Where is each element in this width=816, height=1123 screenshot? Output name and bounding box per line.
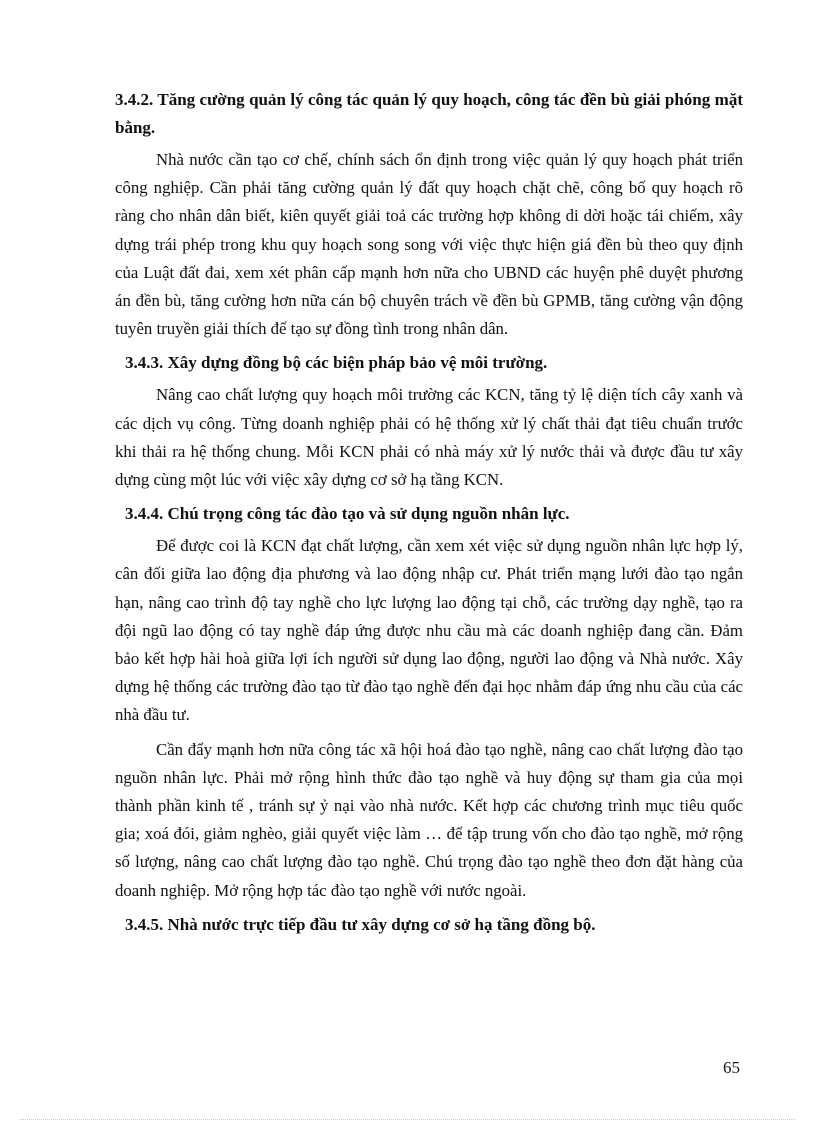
section-heading-3-4-3: 3.4.3. Xây dựng đồng bộ các biện pháp bảo vệ môi trường.	[125, 353, 548, 373]
section-heading-3-4-5: 3.4.5. Nhà nước trực tiếp đầu tư xây dựng cơ sở hạ tầng đồng bộ.	[125, 914, 596, 934]
paragraph-3-4-3-1: Nâng cao chất lượng quy hoạch môi trường các KCN, tăng tỷ lệ diện tích cây xanh và các dịch vụ công. Từng doanh nghiệp phải có hệ thống xử lý chất thải đạt tiêu chuẩn trước khi thải ra hệ thống chung. Mỗi KCN phải có nhà máy xử lý nước thải và được đầu tư xây dựng cùng một lúc với việc xây dựng cơ sở hạ tầng KCN.	[115, 385, 743, 490]
document-page	[115, 86, 743, 943]
paragraph-3-4-2-1: Nhà nước cần tạo cơ chế, chính sách ổn định trong việc quản lý quy hoạch phát triển công nghiệp. Cần phải tăng cường quản lý đất quy hoạch chặt chẽ, công bố quy hoạch rõ ràng cho nhân dân biết, kiên quyết giải toả các trường hợp không di dời hoặc tái chiếm, xây dựng trái phép trong khu quy hoạch song song với việc thực hiện giá đền bù theo quy định của Luật đất đai, xem xét phân cấp mạnh hơn nữa cho UBND các huyện phê duyệt phương án đền bù, tăng cường hơn nữa cán bộ chuyên trách về đền bù GPMB, tăng cường vận động tuyên truyền giải thích để tạo sự đồng tình trong nhân dân.	[115, 150, 743, 339]
page-number: 65	[723, 1058, 740, 1077]
section-heading-3-4-2: 3.4.2. Tăng cường quản lý công tác quản lý quy hoạch, công tác đền bù giải phóng mặt bằng.	[115, 90, 743, 137]
page-bottom-divider	[20, 1119, 796, 1120]
paragraph-3-4-4-2: Cần đẩy mạnh hơn nữa công tác xã hội hoá đào tạo nghề, nâng cao chất lượng đào tạo nguồn nhân lực. Phải mở rộng hình thức đào tạo nghề và huy động sự tham gia của mọi thành phần kinh tế , tránh sự ỷ nại vào nhà nước. Kết hợp các chương trình mục tiêu quốc gia; xoá đói, giảm nghèo, giải quyết việc làm … để tập trung vốn cho đào tạo nghề, mở rộng số lượng, nâng cao chất lượng đào tạo nghề. Chú trọng đào tạo nghề theo đơn đặt hàng của doanh nghiệp. Mở rộng hợp tác đào tạo nghề với nước ngoài.	[115, 739, 743, 900]
section-heading-3-4-4: 3.4.4. Chú trọng công tác đào tạo và sử dụng nguồn nhân lực.	[125, 504, 570, 524]
paragraph-3-4-4-1: Để được coi là KCN đạt chất lượng, cần xem xét việc sử dụng nguồn nhân lực hợp lý, cân đối giữa lao động địa phương và lao động nhập cư. Phát triển mạng lưới đào tạo ngắn hạn, nâng cao trình độ tay nghề cho lực lượng lao động tại chỗ, các trường dạy nghề, tạo ra đội ngũ lao động có tay nghề đáp ứng được nhu cầu mà các doanh nghiệp đang cần. Đảm bảo kết hợp hài hoà giữa lợi ích người sử dụng lao động, người lao động và Nhà nước. Xây dựng hệ thống các trường đào tạo từ đào tạo nghề đến đại học nhằm đáp ứng nhu cầu của các nhà đầu tư.	[115, 536, 743, 725]
